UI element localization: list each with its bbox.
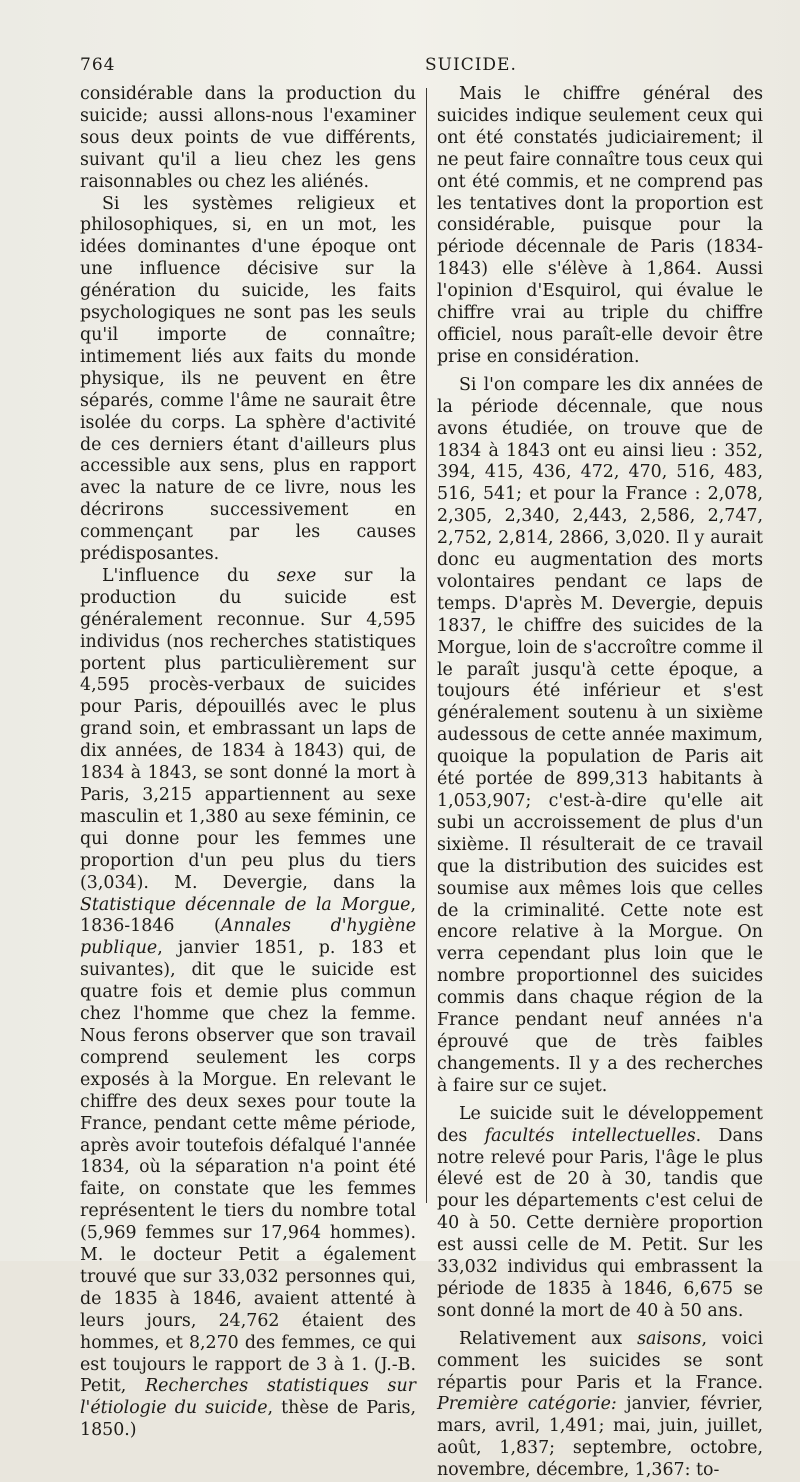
italic-sexe: sexe bbox=[277, 565, 317, 586]
text-run: Relativement aux bbox=[459, 1328, 638, 1349]
paragraph-faculties bbox=[437, 1104, 763, 1323]
italic-saisons: saisons bbox=[637, 1328, 702, 1349]
text-run: , janvier 1851, p. 183 et suivantes), dit que le suicide est quatre fois et demie plus commun chez l'homme que chez la femme. Nous ferons observer que son travail comprend seulement les corps exposés à la Morgue. En relevant le chiffre des deux sexes pour toute la France, pendant cette même période, après avoir toutefois défalqué l'année 1834, où la séparation n'a point été faite, on constate que les femmes représentent le tiers du nombre total (5,969 femmes sur 17,964 hommes). M. le docteur Petit a également trouvé que sur 33,032 personnes qui, de 1835 à 1846, avaient attenté à leurs jours, 24,762 étaient des hommes, et 8,270 des femmes, ce qui est toujours le rapport de 3 à 1. (J.-B. Petit, bbox=[80, 938, 416, 1397]
text-run: , 1836-1846 ( bbox=[80, 894, 416, 937]
italic-facultes: facultés intellectuelles bbox=[484, 1125, 696, 1146]
page-number: 764 bbox=[80, 55, 116, 75]
italic-premiere-categorie: Première catégorie: bbox=[437, 1394, 617, 1415]
italic-statistique: Statistique décennale de la Morgue bbox=[80, 894, 411, 915]
text-run: L'influence du bbox=[102, 565, 278, 586]
page-header bbox=[80, 55, 780, 81]
text-run: , voici comment les suicides se sont répartis pour Paris et la France. bbox=[437, 1328, 764, 1393]
text-run: . Dans notre relevé pour Paris, l'âge le plus élevé est de 20 à 30, tandis que pour les départements c'est celui de 40 à 50. Cette dernière proportion est aussi celle de M. Petit. Sur les 33,032 individus qui embrassent la période de 1835 à 1846, 6,675 se sont donné la mort de 40 à 50 ans. bbox=[437, 1125, 763, 1321]
italic-annales: Annales d'hygiène publique bbox=[80, 916, 416, 959]
right-column bbox=[437, 84, 763, 1482]
text-run: , thèse de Paris, 1850.) bbox=[80, 1398, 416, 1441]
text-run: janvier, février, mars, avril, 1,491; mai, juin, juillet, août, 1,837; septembre, octobre, novembre, décembre, 1,367: to- bbox=[437, 1394, 763, 1481]
text-run: sur la production du suicide est généralement reconnue. Sur 4,595 individus (nos recherches statistiques portent plus particulièrement sur 4,595 procès-verbaux de suicides pour Paris, dépouillés avec le plus grand soin, et embrassant un laps de dix années, de 1834 à 1843) qui, de 1834 à 1843, se sont donné la mort à Paris, 3,215 appartiennent au sexe masculin et 1,380 au sexe féminin, ce qui donne pour les femmes une proportion d'un peu plus du tiers (3,034). M. Devergie, dans la bbox=[80, 565, 416, 893]
running-title: SUICIDE. bbox=[425, 55, 517, 75]
paragraph-continuation: considérable dans la production du suicide; aussi allons-nous l'examiner sous deux points de vue différents, suivant qu'il a lieu chez les gens raisonnables ou chez les aliénés. bbox=[80, 84, 416, 192]
paragraph-seasons bbox=[437, 1329, 763, 1482]
paragraph-systems: Si les systèmes religieux et philosophiques, si, en un mot, les idées dominantes d'une époque ont une influence décisive sur la génération du suicide, les faits psychologiques ne sont pas les seuls qu'il importe de connaître; intimement liés aux faits du monde physique, ils ne peuvent en être séparés, comme l'âme ne saurait être isolée du corps. La sphère d'activité de ces derniers étant d'ailleurs plus accessible aux sens, plus en rapport avec la nature de ce livre, nous les décrirons successivement en commençant par les causes prédisposantes. bbox=[80, 193, 416, 565]
paragraph-ten-years: Si l'on compare les dix années de la période décennale, que nous avons étudiée, on trouve que de 1834 à 1843 ont eu ainsi lieu : 352, 394, 415, 436, 472, 470, 516, 483, 516, 541; et pour la France : 2,078, 2,305, 2,340, 2,443, 2,586, 2,747, 2,752, 2,814, 2866, 3,020. Il y aurait donc eu augmentation des morts volontaires pendant ce laps de temps. D'après M. Devergie, depuis 1837, le chiffre des suicides de la Morgue, loin de s'accroître comme il le paraît jusqu'à cette époque, a toujours été inférieur et s'est généralement soutenu à un sixième audessous de cette année maximum, quoique la population de Paris ait été portée de 899,313 habitants à 1,053,907; c'est-à-dire qu'elle ait subi un accroissement de plus d'un sixième. Il résulterait de ce travail que la distribution des suicides est soumise aux mêmes lois que celles de la criminalité. Cette note est encore relative à la Morgue. On verra cependant plus loin que le nombre proportionnel des suicides commis dans chaque région de la France pendant neuf années n'a éprouvé que de très faibles changements. Il y a des recherches à faire sur ce sujet. bbox=[437, 374, 763, 1096]
paragraph-general-figure: Mais le chiffre général des suicides indique seulement ceux qui ont été constatés judiciairement; il ne peut faire connaître tous ceux qui ont été commis, et ne comprend pas les tentatives dont la proportion est considérable, puisque pour la période décennale de Paris (1834-1843) elle s'élève à 1,864. Aussi l'opinion d'Esquirol, qui évalue le chiffre vrai au triple du chiffre officiel, nous paraît-elle devoir être prise en considération. bbox=[437, 84, 763, 367]
left-column bbox=[80, 84, 416, 1442]
paragraph-sex-influence bbox=[80, 566, 416, 1442]
column-divider bbox=[426, 88, 427, 1203]
text-run: Le suicide suit le développement des bbox=[437, 1103, 763, 1146]
italic-recherches: Recherches statistiques sur l'étiologie du suicide bbox=[80, 1376, 416, 1419]
